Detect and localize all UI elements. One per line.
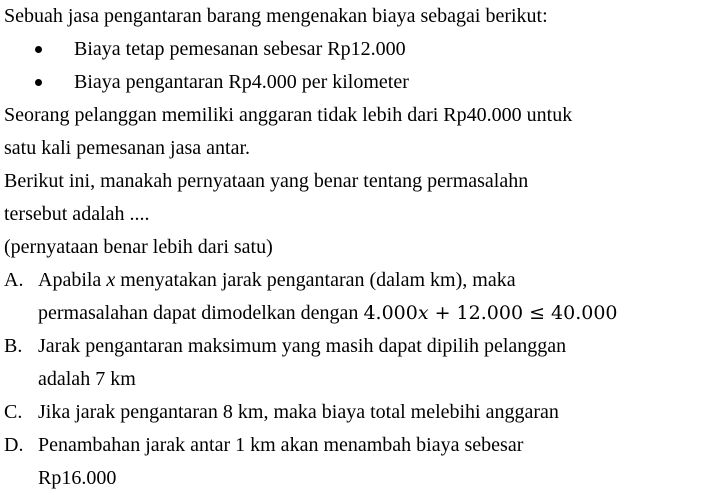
bullet-dot-icon xyxy=(35,79,42,86)
option-text xyxy=(38,330,566,396)
bullet-item-delivery-fee xyxy=(4,66,716,99)
option-a-line-2 xyxy=(38,297,618,330)
option-d-line-2: Rp16.000 xyxy=(38,467,117,489)
question-line-2: tersebut adalah .... xyxy=(4,203,150,225)
option-a-text-model: permasalahan dapat dimodelkan dengan xyxy=(38,302,364,324)
constraint-line-1: Seorang pelanggan memiliki anggaran tidak lebih dari Rp40.000 untuk xyxy=(4,104,573,126)
option-label: D. xyxy=(4,434,24,456)
option-b-line-1: Jarak pengantaran maksimum yang masih dapat dipilih pelanggan xyxy=(38,335,567,357)
inequality-rest: + 12.000 ≤ 40.000 xyxy=(428,302,618,324)
constraint-paragraph xyxy=(4,99,716,165)
option-label: B. xyxy=(4,335,23,357)
constraint-line-2: satu kali pemesanan jasa antar. xyxy=(4,137,251,159)
bullet-dot-icon xyxy=(35,46,42,53)
option-b[interactable] xyxy=(4,330,716,396)
question-document xyxy=(4,0,716,495)
option-a-text-pre: Apabila xyxy=(38,269,107,291)
option-b-line-2: adalah 7 km xyxy=(38,368,136,390)
variable-x: x xyxy=(417,302,429,324)
option-c[interactable] xyxy=(4,396,716,429)
option-a-line-1 xyxy=(38,264,618,297)
question-line-1: Berikut ini, manakah pernyataan yang benar tentang permasalahn xyxy=(4,170,529,192)
note-text: (pernyataan benar lebih dari satu) xyxy=(4,236,273,258)
option-a[interactable] xyxy=(4,264,716,330)
intro-text: Sebuah jasa pengantaran barang mengenakan biaya sebagai berikut: xyxy=(4,5,548,27)
bullet-item-fixed-fee xyxy=(4,33,716,66)
option-text xyxy=(38,264,618,330)
inequality-expression xyxy=(363,302,617,324)
option-label: A. xyxy=(4,269,24,291)
option-text xyxy=(38,429,523,495)
option-d[interactable] xyxy=(4,429,716,495)
bullet-text: Biaya tetap pemesanan sebesar Rp12.000 xyxy=(74,38,406,60)
question-paragraph xyxy=(4,165,716,231)
option-text xyxy=(38,396,559,429)
option-a-text-post: menyatakan jarak pengantaran (dalam km), maka xyxy=(115,269,516,291)
variable-x: x xyxy=(106,269,116,291)
option-label: C. xyxy=(4,401,23,423)
option-c-line-1: Jika jarak pengantaran 8 km, maka biaya total melebihi anggaran xyxy=(38,401,559,423)
coefficient: 4.000 xyxy=(363,302,418,324)
bullet-text: Biaya pengantaran Rp4.000 per kilometer xyxy=(74,71,409,93)
option-d-line-1: Penambahan jarak antar 1 km akan menambah biaya sebesar xyxy=(38,434,524,456)
